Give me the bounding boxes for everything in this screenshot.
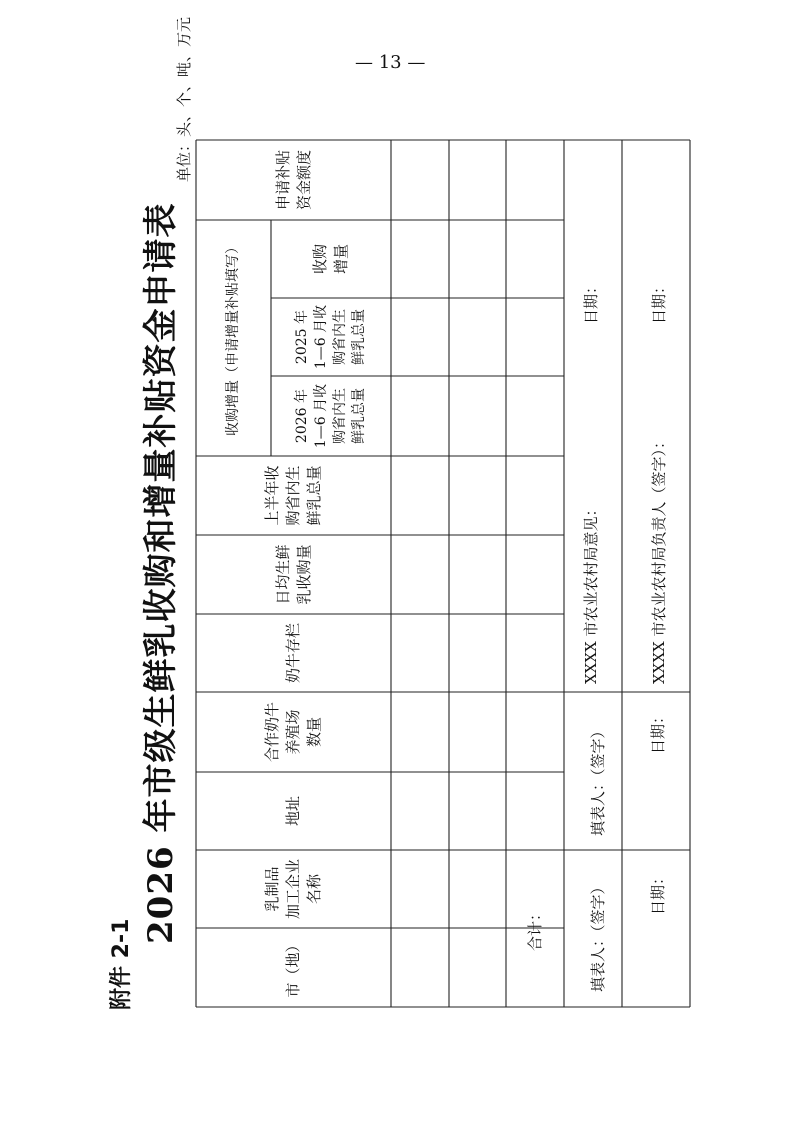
header-half-year: 上半年收 购省内生 鲜乳总量 (263, 465, 323, 526)
header-farms: 合作奶牛 养殖场 数量 (263, 702, 323, 763)
header-cows: 奶牛存栏 (284, 623, 302, 684)
page-number: — 13 — (355, 52, 426, 73)
header-daily: 日均生鲜 乳收购量 (273, 544, 313, 605)
header-increase: 收购 增量 (311, 244, 350, 275)
unit-note: 单位：头、个、吨、万元 (175, 17, 193, 183)
date-c: 日期： (582, 278, 600, 324)
date-b: 日期： (649, 708, 667, 754)
filler-b: 填表人：（签字） (589, 723, 607, 836)
header-city: 市（地） (284, 937, 302, 998)
header-subsidy: 申请补贴 资金额度 (273, 150, 313, 211)
date-d: 日期： (650, 278, 668, 324)
bureau-opinion: XXXX 市农业农村局意见： (582, 501, 600, 684)
header-2026-total: 2026 年 1—6 月收 购省内生 鲜乳总量 (294, 383, 367, 449)
header-company: 乳制品 加工企业 名称 (263, 859, 323, 920)
form-title: 2026 年市级生鲜乳收购和增量补贴资金申请表 (141, 202, 181, 944)
header-address: 地址 (284, 796, 302, 827)
date-a: 日期： (649, 869, 667, 915)
filler-a: 填表人：（签字） (589, 879, 607, 992)
total-label: 合计： (525, 906, 544, 952)
bureau-head: XXXX 市农业农村局负责人（签字）： (650, 434, 668, 684)
header-2025-total: 2025 年 1—6 月收 购省内生 鲜乳总量 (294, 304, 367, 370)
attachment-label: 附件 2-1 (109, 918, 134, 1010)
header-increase-group: 收购增量（申请增量补贴填写） (225, 240, 241, 436)
